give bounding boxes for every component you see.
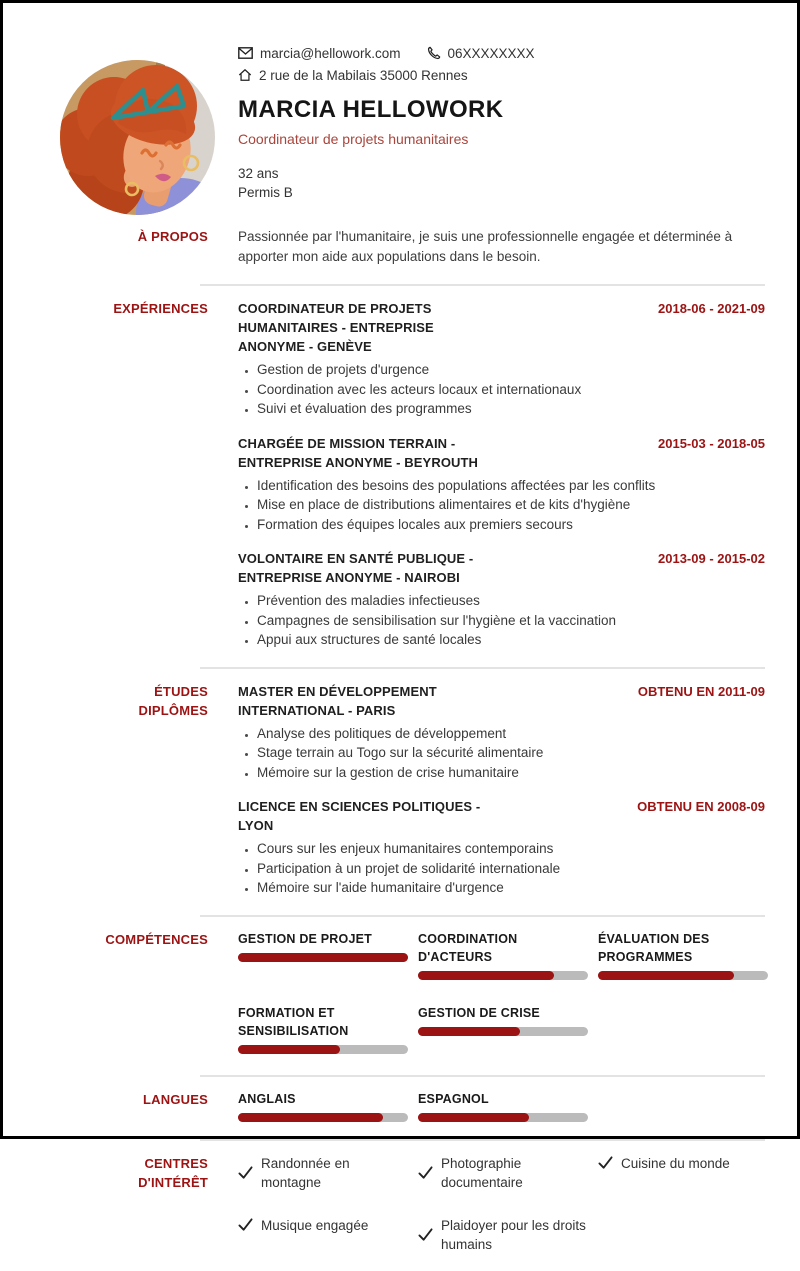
bullet-item: • Appui aux structures de santé locales — [257, 630, 765, 650]
skill-bar — [418, 971, 588, 980]
skill-bar-fill — [238, 953, 408, 962]
experience-item — [238, 549, 765, 650]
contact-phone — [427, 46, 535, 61]
job-date: 2018-06 - 2021-09 — [658, 301, 765, 316]
interest-item — [598, 1154, 765, 1173]
section-education — [43, 669, 765, 915]
job-title: MASTER EN DÉVELOPPEMENT INTERNATIONAL - PARIS — [238, 683, 437, 718]
bullet-item: • Stage terrain au Togo sur la sécurité alimentaire — [257, 743, 765, 763]
email-text: marcia@hellowork.com — [260, 45, 401, 61]
job-date: 2013-09 - 2015-02 — [658, 551, 765, 566]
job-bullets — [238, 839, 765, 898]
bullet-item: • Mémoire sur l'aide humanitaire d'urgence — [257, 878, 765, 898]
contact-address — [238, 68, 468, 83]
job-bullets — [238, 724, 765, 783]
skill-name: GESTION DE CRISE — [418, 1005, 540, 1020]
skill-bar — [598, 971, 768, 980]
section-label-experiences: EXPÉRIENCES — [113, 301, 208, 316]
cv-header — [43, 39, 759, 215]
bullet-item: • Participation à un projet de solidarité internationale — [257, 859, 765, 879]
job-date: OBTENU EN 2008-09 — [637, 799, 765, 814]
skill-item — [598, 930, 765, 980]
skill-name: ESPAGNOL — [418, 1091, 489, 1106]
skill-bar — [418, 1113, 588, 1122]
experience-item — [238, 797, 765, 898]
interest-text: Musique engagée — [261, 1217, 369, 1233]
skill-name: COORDINATION D'ACTEURS — [418, 931, 518, 964]
skill-bar — [418, 1027, 588, 1036]
job-bullets — [238, 476, 765, 535]
bullet-item: • Prévention des maladies infectieuses — [257, 591, 765, 611]
skill-bar — [238, 953, 408, 962]
address-text: 2 rue de la Mabilais 35000 Rennes — [259, 67, 468, 83]
contact-email — [238, 46, 401, 61]
interest-item — [238, 1154, 418, 1192]
checkmark-icon — [238, 1218, 253, 1232]
languages-grid — [238, 1090, 765, 1122]
experiences-list — [238, 299, 765, 650]
bullet-item: • Mise en place de distributions alimentaires et de kits d'hygiène — [257, 495, 765, 515]
skill-bar — [238, 1045, 408, 1054]
skill-bar-fill — [238, 1113, 383, 1122]
section-label-languages: LANGUES — [143, 1091, 208, 1107]
section-interests — [43, 1141, 759, 1271]
bullet-item: • Suivi et évaluation des programmes — [257, 399, 765, 419]
skill-name: ÉVALUATION DES PROGRAMMES — [598, 931, 710, 964]
section-label-about: À PROPOS — [137, 229, 208, 244]
bullet-item: • Identification des besoins des populations affectées par les conflits — [257, 476, 765, 496]
job-date: OBTENU EN 2011-09 — [637, 683, 765, 699]
checkmark-icon — [598, 1156, 613, 1170]
job-title: LICENCE EN SCIENCES POLITIQUES - LYON — [238, 799, 481, 833]
age-text: 32 ans — [238, 166, 279, 181]
interest-item — [238, 1216, 418, 1235]
bullet-item: • Analyse des politiques de développement — [257, 724, 765, 744]
section-skills — [43, 917, 759, 1075]
job-title: VOLONTAIRE EN SANTÉ PUBLIQUE - ENTREPRISE ANONYME - NAIROBI — [238, 551, 474, 585]
section-label-line: D'INTÉRÊT — [138, 1174, 208, 1190]
checkmark-icon — [418, 1166, 433, 1180]
experience-item — [238, 434, 765, 535]
interests-grid — [238, 1154, 765, 1254]
skill-bar — [238, 1113, 408, 1122]
skill-name: GESTION DE PROJET — [238, 931, 372, 946]
skill-item — [238, 1090, 418, 1122]
skill-bar-fill — [418, 1027, 520, 1036]
skill-bar-fill — [598, 971, 734, 980]
phone-icon — [427, 46, 441, 60]
checkmark-icon — [238, 1166, 253, 1180]
interest-text: Photographie documentaire — [441, 1155, 523, 1190]
skill-item — [238, 1004, 418, 1054]
skill-bar-fill — [238, 1045, 340, 1054]
bullet-item: • Gestion de projets d'urgence — [257, 360, 765, 380]
checkmark-icon — [418, 1228, 433, 1242]
skill-name: FORMATION ET SENSIBILISATION — [238, 1005, 349, 1038]
skill-bar-fill — [418, 1113, 529, 1122]
education-list — [238, 682, 765, 898]
license-text: Permis B — [238, 185, 293, 200]
skill-item — [418, 1090, 598, 1122]
job-title: CHARGÉE DE MISSION TERRAIN - ENTREPRISE ANONYME - BEYROUTH — [238, 435, 479, 470]
job-bullets — [238, 591, 765, 650]
phone-text: 06XXXXXXXX — [447, 45, 535, 61]
section-languages — [43, 1077, 759, 1139]
job-headline: Coordinateur de projets humanitaires — [238, 131, 469, 147]
skill-name: ANGLAIS — [238, 1091, 296, 1106]
section-label-line: DIPLÔMES — [138, 702, 208, 718]
bullet-item: • Coordination avec les acteurs locaux et internationaux — [257, 380, 765, 400]
about-text: Passionnée par l'humanitaire, je suis une professionnelle engagée et déterminée à apporter mon aide aux populations dans le besoin. — [238, 229, 733, 264]
section-label-education — [43, 682, 208, 720]
interest-item — [418, 1216, 598, 1254]
home-icon — [238, 68, 252, 82]
section-label-line: ÉTUDES — [154, 683, 208, 699]
bullet-item: • Mémoire sur la gestion de crise humanitaire — [257, 763, 765, 783]
bullet-item: • Formation des équipes locales aux premiers secours — [257, 515, 765, 535]
job-date: 2015-03 - 2018-05 — [658, 435, 765, 451]
section-label-line: CENTRES — [144, 1155, 208, 1171]
skill-bar-fill — [418, 971, 554, 980]
skill-item — [418, 1004, 598, 1036]
skills-grid — [238, 930, 765, 1054]
interest-text: Cuisine du monde — [621, 1155, 730, 1171]
skill-item — [238, 930, 418, 962]
skill-item — [418, 930, 598, 980]
section-about — [43, 227, 759, 284]
interest-text: Randonnée en montagne — [261, 1155, 350, 1190]
interest-text: Plaidoyer pour les droits humains — [441, 1217, 586, 1252]
job-title: COORDINATEUR DE PROJETS HUMANITAIRES - ENTREPRISE ANONYME - GENÈVE — [238, 301, 434, 354]
email-icon — [238, 47, 253, 59]
section-label-skills: COMPÉTENCES — [105, 931, 208, 947]
experience-item — [238, 682, 765, 783]
job-bullets — [238, 360, 765, 419]
page-title: MARCIA HELLOWORK — [238, 96, 504, 123]
section-label-interests — [43, 1154, 208, 1192]
bullet-item: • Campagnes de sensibilisation sur l'hygiène et la vaccination — [257, 611, 765, 631]
avatar — [60, 60, 215, 215]
bullet-item: • Cours sur les enjeux humanitaires contemporains — [257, 839, 765, 859]
interest-item — [418, 1154, 598, 1192]
experience-item — [238, 299, 765, 419]
section-experiences — [43, 286, 765, 667]
